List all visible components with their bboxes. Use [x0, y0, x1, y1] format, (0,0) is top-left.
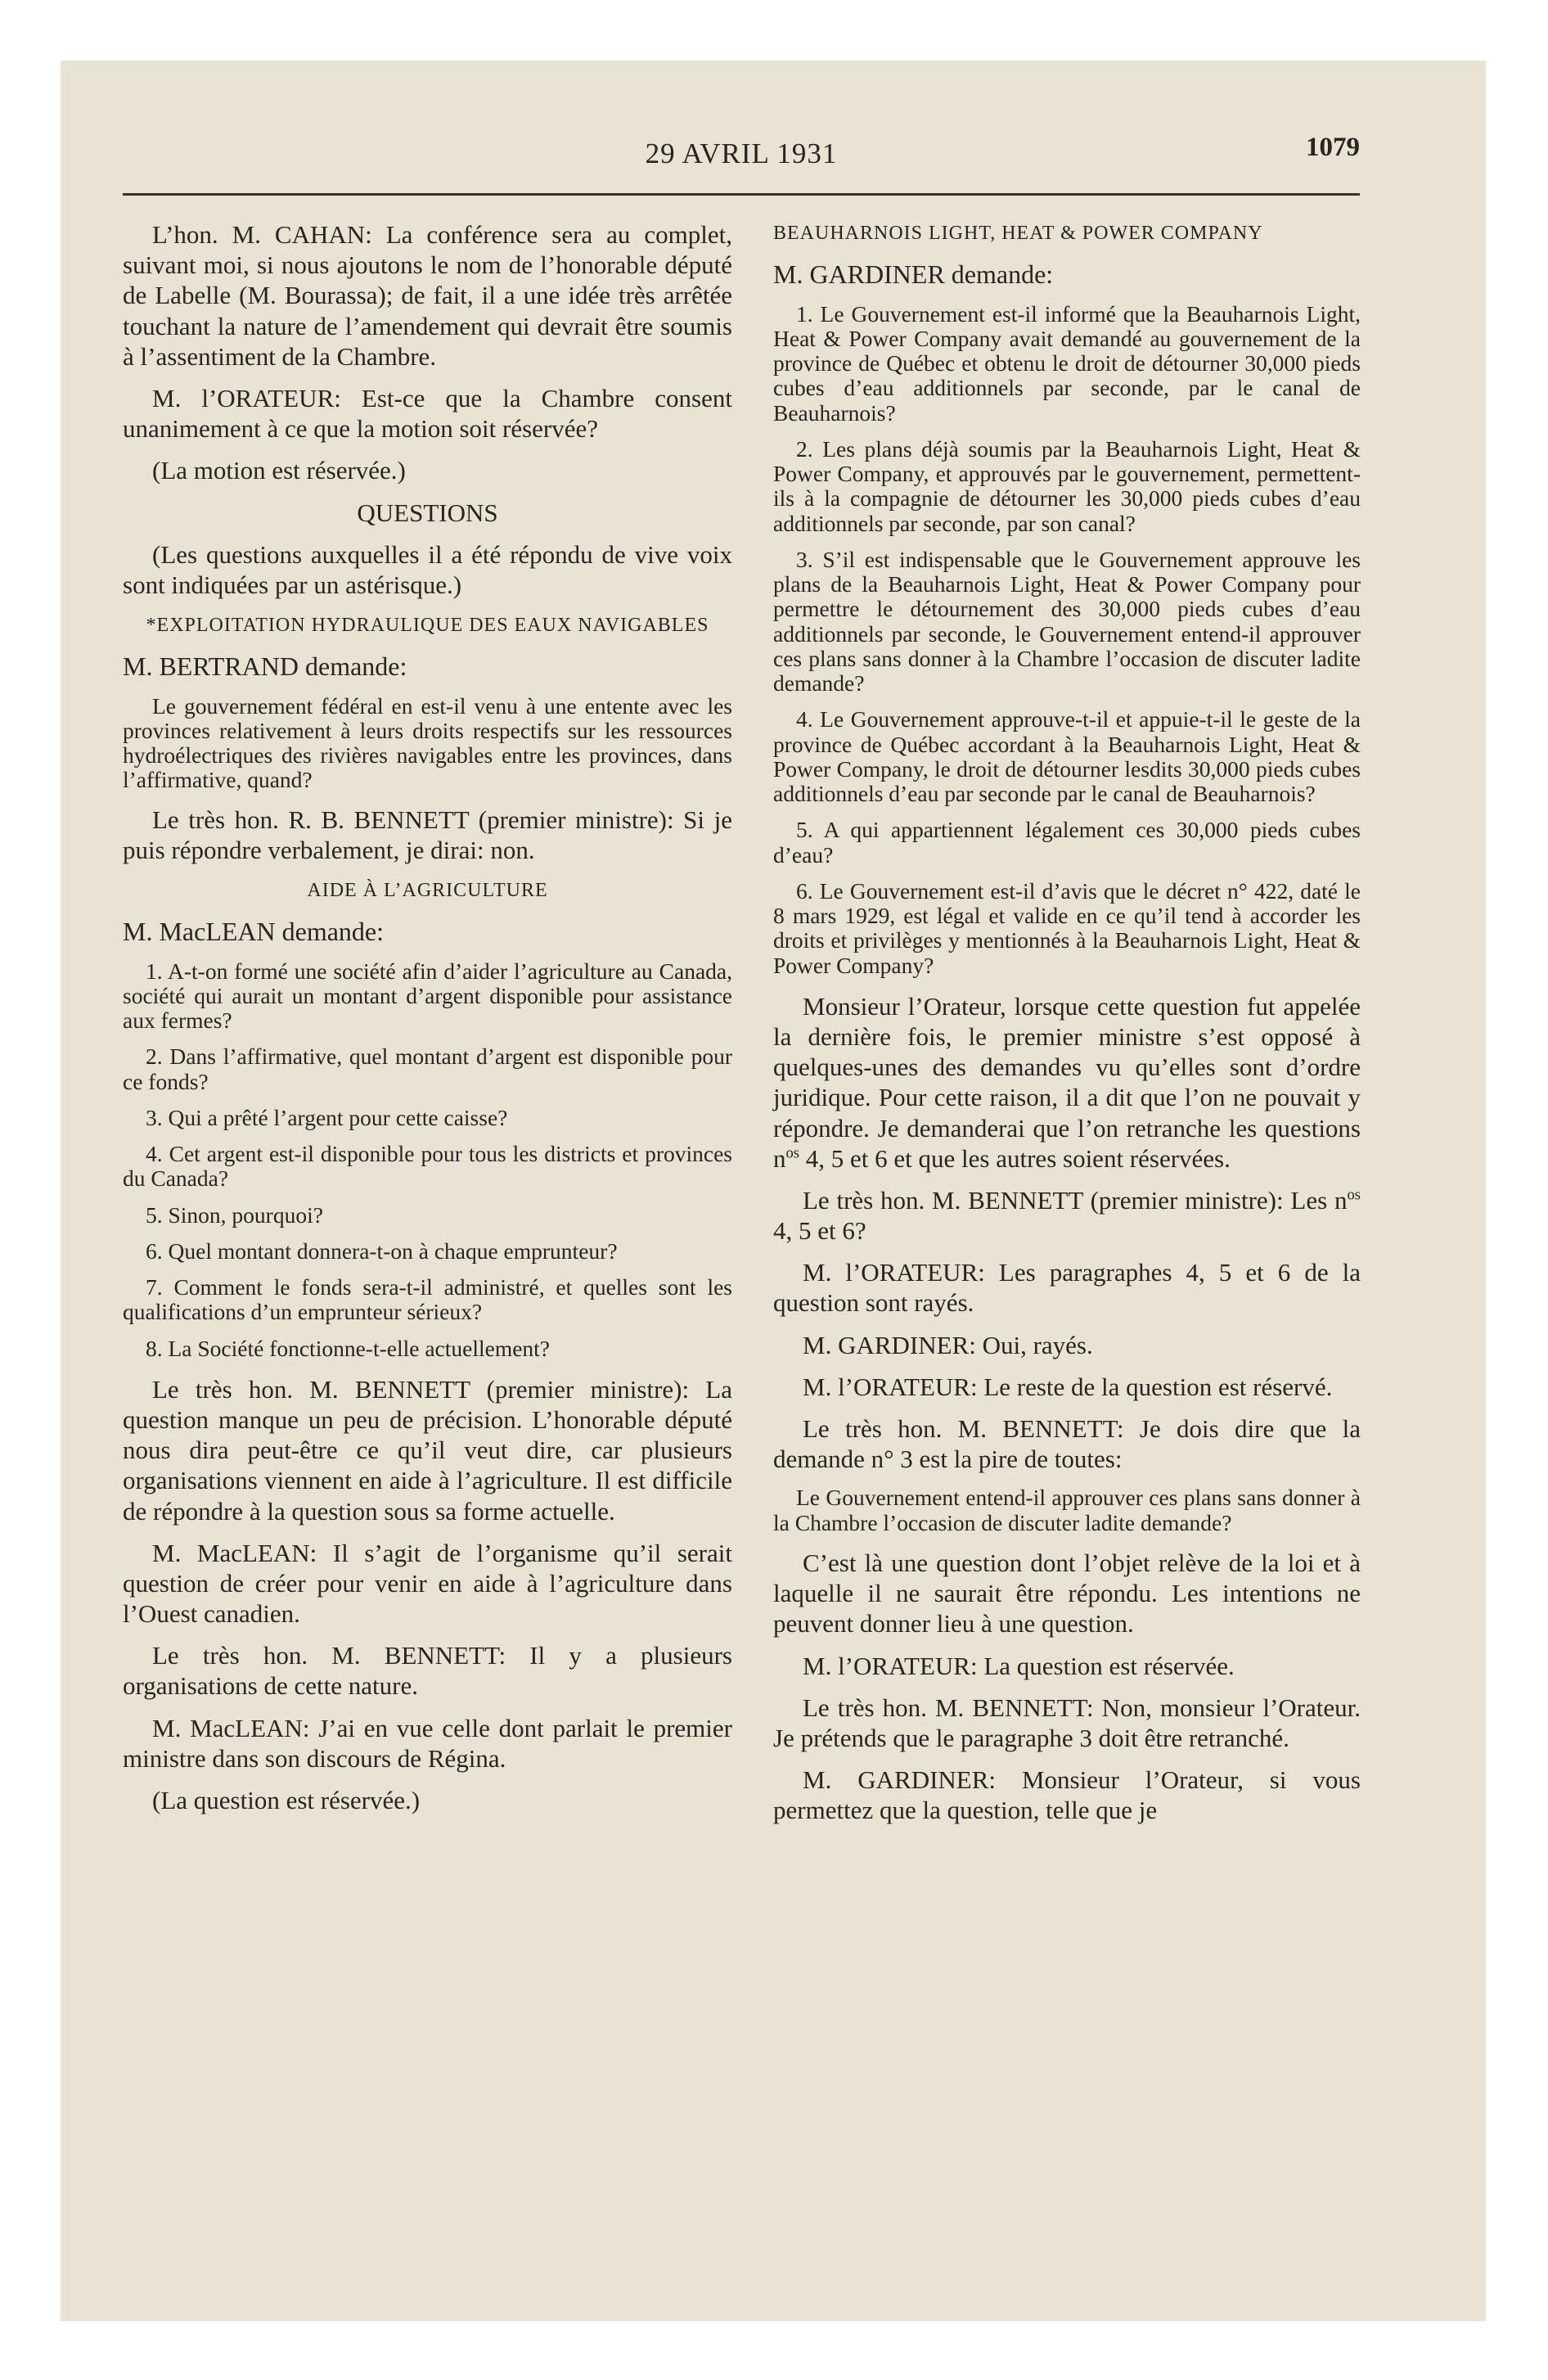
list-item: 2. Les plans déjà soumis par la Beauharnois Light, Heat & Power Company, et approuvés par le gouvernement, permettent-ils à la compagnie de détourner les 30,000 pieds cubes d’eau additionnels par seconde, par son canal? — [773, 435, 1361, 536]
list-item: 3. S’il est indispensable que le Gouvernement approuve les plans de la Beauharnois Light, Heat & Power Company pour permettre le détournement des 30,000 pieds cubes d’eau additionnels par seconde, le Gouvernement entend-il approuver ces plans sans donner à la Chambre l’occasion de discuter ladite demande? — [773, 546, 1361, 696]
paragraph: Le très hon. M. BENNETT: Je dois dire que la demande n° 3 est la pire de toutes: — [773, 1414, 1361, 1474]
paragraph: (La motion est réservée.) — [152, 456, 406, 485]
question-text: Le gouvernement fédéral en est-il venu à une entente avec les provinces relativement à leurs droits respectifs sur les ressources hydroélectriques des rivières navigables entre les provinces, dans l’affirmative, quand? — [123, 692, 732, 793]
list-item: 8. La Société fonctionne-t-elle actuellement? — [146, 1335, 551, 1361]
paragraph: M. GARDINER: Monsieur l’Orateur, si vous permettez que la question, telle que je — [773, 1765, 1361, 1825]
superscript: os — [1347, 1186, 1361, 1204]
paragraph: M. GARDINER: Oui, rayés. — [803, 1330, 1093, 1359]
right-column — [773, 219, 1361, 1837]
paragraph: L’hon. M. CAHAN: La conférence sera au complet, suivant moi, si nous ajoutons le nom de l’honorable député de Labelle (M. Bourassa); de fait, il a une idée très arrêtée touchant la nature de l’amendement qui devrait être soumis à l’assentiment de la Chambre. — [123, 220, 732, 371]
question-heading: BEAUHARNOIS LIGHT, HEAT & POWER COMPANY — [773, 223, 1263, 244]
answer: Le très hon. M. BENNETT (premier ministre): La question manque un peu de précision. L’honorable député nous dira peut-être ce qu’il veut dire, car plusieurs organisations viennent en aide à l’agriculture. Il est difficile de répondre à la question sous sa forme actuelle. — [123, 1374, 732, 1526]
paragraph: M. MacLEAN: Il s’agit de l’organisme qu’il serait question de créer pour venir en aide à l’agriculture dans l’Ouest canadien. — [123, 1538, 732, 1629]
list-item: 7. Comment le fonds sera-t-il administré, et quelles sont les qualifications d’un emprunteur sérieux? — [123, 1274, 732, 1325]
list-item: 4. Le Gouvernement approuve-t-il et appuie-t-il le geste de la province de Québec accordant à la Beauharnois Light, Heat & Power Company, le droit de détourner lesdits 30,000 pieds cubes additionnels d’eau par seconde par le canal de Beauharnois? — [773, 706, 1361, 807]
section-title: QUESTIONS — [357, 498, 498, 527]
paragraph: M. l’ORATEUR: Est-ce que la Chambre consent unanimement à ce que la motion soit réservée? — [123, 383, 732, 444]
paragraph: C’est là une question dont l’objet relève de la loi et à laquelle il ne saurait être répondu. Les intentions ne peuvent donner lieu à une question. — [773, 1548, 1361, 1639]
question-heading: AIDE À L’AGRICULTURE — [307, 879, 548, 901]
text-run: Monsieur l’Orateur, lorsque cette question fut appelée la dernière fois, le premier ministre s’est opposé à quelques-unes des demandes vu qu’elles sont d’ordre juridique. Pour cette raison, il a dit que l’on ne pouvait y répondre. Je demanderai que l’on retranche les questions n — [773, 991, 1361, 1173]
text-run: 4, 5 et 6 et que les autres soient réservées. — [799, 1143, 1231, 1173]
list-item: 6. Quel montant donnera-t-on à chaque emprunteur? — [146, 1237, 618, 1264]
text-run: 4, 5 et 6? — [773, 1216, 866, 1246]
question-list — [773, 302, 1361, 978]
paragraph — [773, 1185, 1361, 1246]
superscript: os — [785, 1144, 800, 1162]
paragraph: (Les questions auxquelles il a été répondu de vive voix sont indiquées par un astérisque.) — [123, 539, 732, 599]
paragraph: M. MacLEAN: J’ai en vue celle dont parlait le premier ministre dans son discours de Régina. — [123, 1713, 732, 1773]
question-list — [123, 959, 732, 1361]
text-run: Le très hon. M. BENNETT (premier ministre): Les n — [803, 1185, 1348, 1215]
list-item: 2. Dans l’affirmative, quel montant d’argent est disponible pour ce fonds? — [123, 1044, 732, 1094]
question-asker: M. MacLEAN demande: — [123, 916, 385, 946]
question-heading: *EXPLOITATION HYDRAULIQUE DES EAUX NAVIGABLES — [146, 615, 709, 637]
paragraph: M. l’ORATEUR: Le reste de la question est réservé. — [803, 1372, 1333, 1401]
paragraph — [773, 991, 1361, 1174]
list-item: 3. Qui a prêté l’argent pour cette caisse? — [146, 1104, 508, 1130]
paragraph: (La question est réservée.) — [152, 1786, 421, 1815]
question-asker: M. BERTRAND demande: — [123, 651, 407, 681]
left-column — [123, 219, 732, 1827]
list-item: 6. Le Gouvernement est-il d’avis que le décret n° 422, daté le 8 mars 1929, est légal et valide en ce qu’il tend à accorder les droits et privilèges y mentionnés à la Beauharnois Light, Heat & Power Company? — [773, 877, 1361, 978]
list-item: 5. Sinon, pourquoi? — [146, 1201, 323, 1228]
block-quote: Le Gouvernement entend-il approuver ces plans sans donner à la Chambre l’occasion de discuter ladite demande? — [773, 1485, 1361, 1536]
page-number: 1079 — [1306, 133, 1360, 162]
list-item: 4. Cet argent est-il disponible pour tous les districts et provinces du Canada? — [123, 1141, 732, 1192]
list-item: 1. Le Gouvernement est-il informé que la Beauharnois Light, Heat & Power Company avait demandé au gouvernement de la province de Québec et obtenu le droit de détourner 30,000 pieds cubes d’eau additionnels par seconde, par le canal de Beauharnois? — [773, 300, 1361, 426]
question-asker: M. GARDINER demande: — [773, 259, 1054, 289]
paragraph: Le très hon. M. BENNETT: Non, monsieur l’Orateur. Je prétends que le paragraphe 3 doit être retranché. — [773, 1693, 1361, 1752]
list-item: 5. A qui appartiennent légalement ces 30,000 pieds cubes d’eau? — [773, 817, 1361, 868]
header-rule — [123, 193, 1360, 196]
answer: Le très hon. R. B. BENNETT (premier ministre): Si je puis répondre verbalement, je dirai: non. — [123, 805, 732, 864]
paragraph: Le très hon. M. BENNETT: Il y a plusieurs organisations de cette nature. — [123, 1641, 732, 1701]
paragraph: M. l’ORATEUR: Les paragraphes 4, 5 et 6 de la question sont rayés. — [773, 1258, 1361, 1318]
list-item: 1. A-t-on formé une société afin d’aider l’agriculture au Canada, société qui aurait un montant d’argent disponible pour assistance aux fermes? — [123, 958, 732, 1034]
page-header — [123, 133, 1360, 187]
paragraph: M. l’ORATEUR: La question est réservée. — [803, 1651, 1235, 1680]
page-date: 29 AVRIL 1931 — [645, 137, 838, 169]
